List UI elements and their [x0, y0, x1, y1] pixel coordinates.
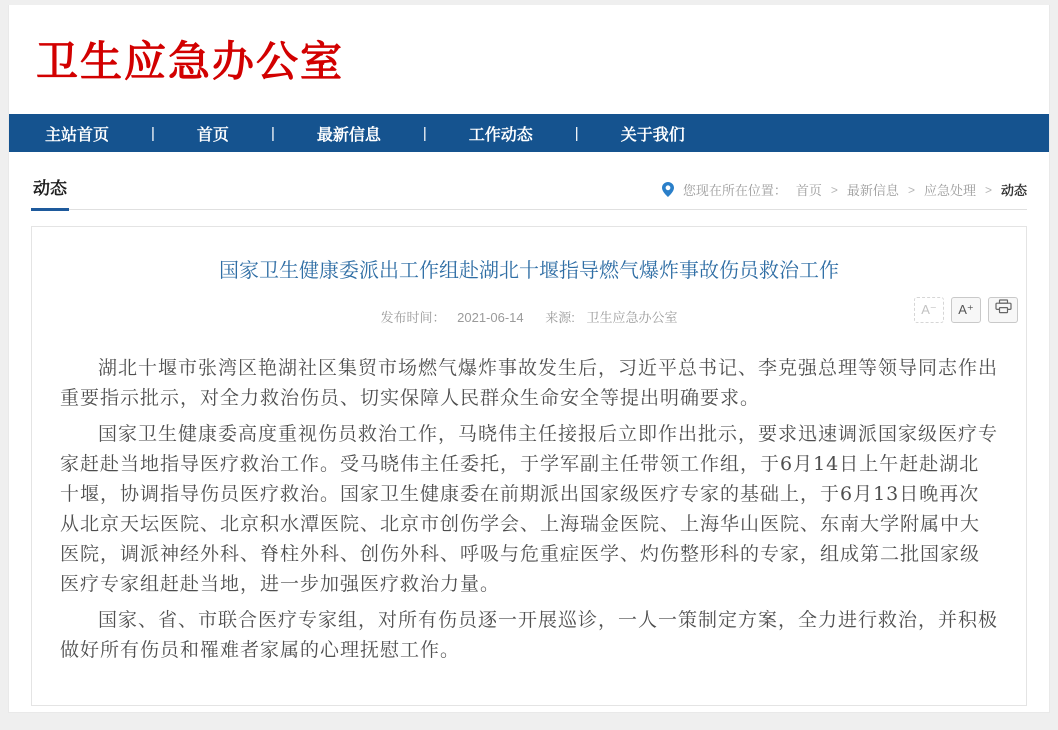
- article-body: [60, 353, 998, 665]
- nav-separator: |: [270, 124, 275, 142]
- print-icon: [995, 298, 1012, 322]
- breadcrumb: [662, 180, 1027, 209]
- location-pin-icon: [662, 182, 674, 197]
- page-container: [8, 5, 1050, 713]
- main-nav: [9, 114, 1049, 152]
- article-toolbar: [914, 297, 1018, 323]
- breadcrumb-separator: >: [830, 182, 838, 197]
- breadcrumb-item-latest-news[interactable]: 最新信息: [846, 183, 899, 198]
- breadcrumb-item-current: 动态: [1000, 183, 1027, 198]
- print-button[interactable]: [988, 297, 1018, 323]
- font-decrease-button[interactable]: A⁻: [914, 297, 944, 323]
- nav-item-main-home[interactable]: 主站首页: [45, 126, 110, 144]
- publish-time-label: 发布时间：: [380, 310, 446, 325]
- site-title: 卫生应急办公室: [36, 38, 345, 85]
- source-value: 卫生应急办公室: [586, 310, 678, 325]
- breadcrumb-item-emergency-handling[interactable]: 应急处理: [923, 183, 976, 198]
- nav-item-home[interactable]: 首页: [196, 126, 229, 144]
- nav-item-work-updates[interactable]: 工作动态: [468, 126, 533, 144]
- nav-item-latest-news[interactable]: 最新信息: [316, 126, 381, 144]
- section-header-row: [31, 152, 1027, 210]
- article-paragraph: 国家、省、市联合医疗专家组，对所有伤员逐一开展巡诊，一人一策制定方案，全力进行救治，并积极做好所有伤员和罹难者家属的心理抚慰工作。: [60, 609, 999, 661]
- content-area: [9, 152, 1049, 706]
- font-increase-button[interactable]: A⁺: [951, 297, 981, 323]
- nav-separator: |: [151, 124, 155, 142]
- breadcrumb-prefix: 您现在所在位置：: [682, 183, 787, 198]
- article-paragraph: 国家卫生健康委高度重视伤员救治工作，马晓伟主任接报后立即作出批示，要求迅速调派国家级医疗专家赶赴当地指导医疗救治工作。受马晓伟主任委托，于学军副主任带领工作组，于6月14日上午赶赴湖北十堰，协调指导伤员医疗救治。国家卫生健康委在前期派出国家级医疗专家的基础上，于6月13日晚再次从北京天坛医院、北京积水潭医院、北京市创伤学会、上海瑞金医院、上海华山医院、东南大学附属中大医院，调派神经外科、脊柱外科、创伤外科、呼吸与危重症医学、灼伤整形科的专家，组成第二批国家级医疗专家组赶赴当地，进一步加强医疗救治力量。: [60, 423, 999, 595]
- breadcrumb-item-home[interactable]: 首页: [795, 183, 822, 198]
- article-title: 国家卫生健康委派出工作组赴湖北十堰指导燃气爆炸事故伤员救治工作: [219, 260, 839, 282]
- publish-date: 2021-06-14: [457, 310, 524, 325]
- nav-separator: |: [574, 124, 579, 142]
- nav-item-about-us[interactable]: 关于我们: [620, 126, 685, 144]
- source-label: 来源:: [545, 310, 575, 325]
- breadcrumb-separator: >: [907, 182, 915, 197]
- article-meta: [60, 305, 998, 333]
- site-header: [9, 5, 1049, 114]
- article-container: [31, 226, 1027, 706]
- article-paragraph: 湖北十堰市张湾区艳湖社区集贸市场燃气爆炸事故发生后，习近平总书记、李克强总理等领导同志作出重要指示批示，对全力救治伤员、切实保障人民群众生命安全等提出明确要求。: [60, 357, 999, 409]
- section-title: 动态: [31, 174, 69, 211]
- breadcrumb-separator: >: [984, 182, 992, 197]
- nav-separator: |: [422, 124, 427, 142]
